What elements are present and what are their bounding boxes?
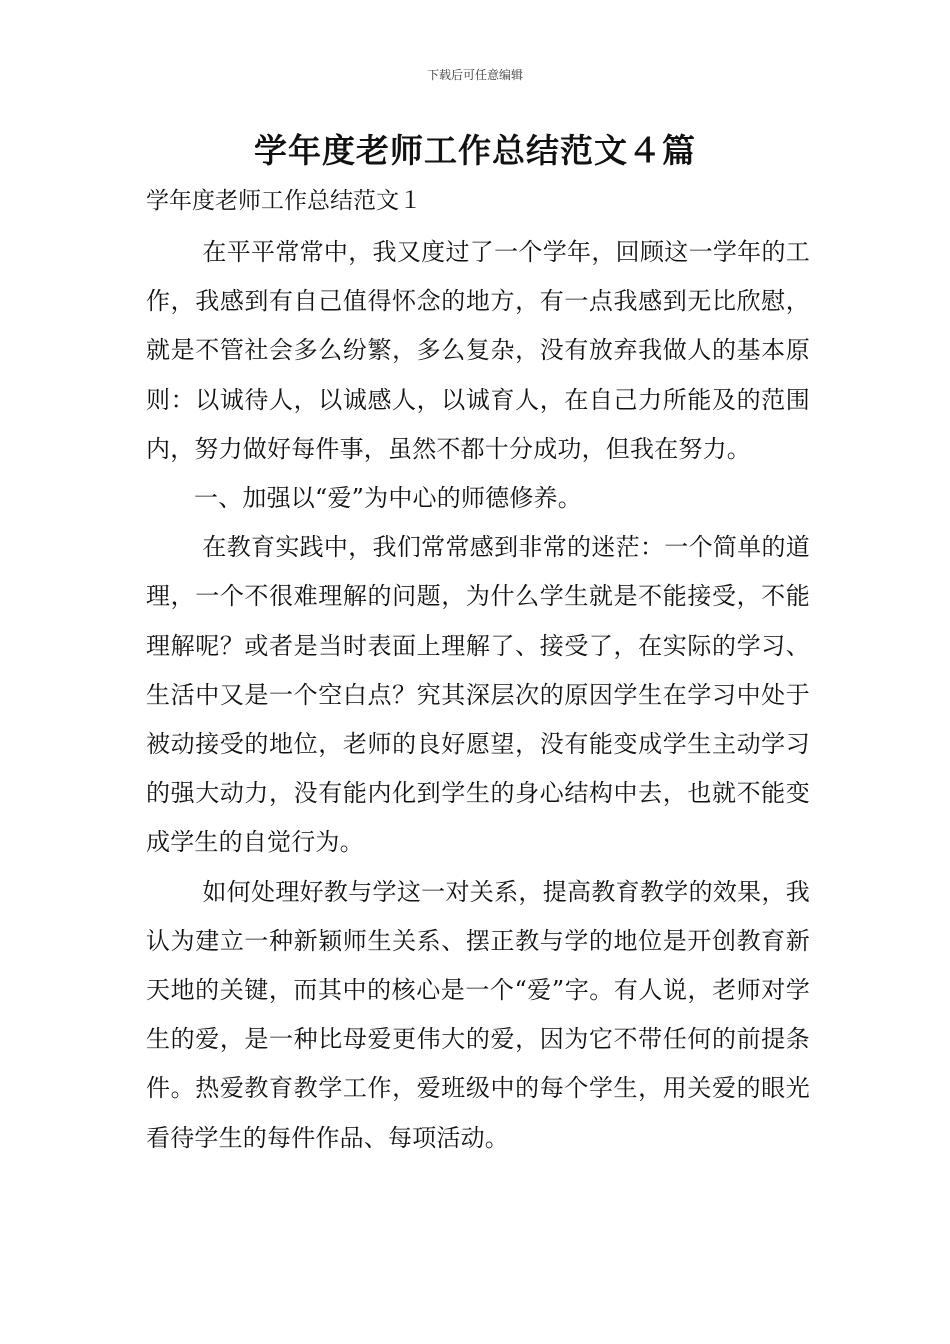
document-body bbox=[146, 228, 810, 1163]
paragraph-2: 在教育实践中，我们常常感到非常的迷茫：一个简单的道理，一个不很难理解的问题，为什么学生就是不能接受，不能理解呢？或者是当时表面上理解了、接受了，在实际的学习、生活中又是一个空白点？究其深层次的原因学生在学习中处于被动接受的地位，老师的良好愿望，没有能变成学生主动学习的强大动力，没有能内化到学生的身心结构中去，也就不能变成学生的自觉行为。 bbox=[146, 533, 810, 857]
section-subtitle: 学年度老师工作总结范文１ bbox=[146, 188, 422, 214]
paragraph-3: 如何处理好教与学这一对关系，提高教育教学的效果，我认为建立一种新颖师生关系、摆正教与学的地位是开创教育新天地的关键，而其中的核心是一个“爱”字。有人说，老师对学生的爱，是一种比母爱更伟大的爱，因为它不带任何的前提条件。热爱教育教学工作，爱班级中的每个学生，用关爱的眼光看待学生的每件作品、每项活动。 bbox=[146, 877, 810, 1152]
paragraph-1: 在平平常常中，我又度过了一个学年，回顾这一学年的工作，我感到有自己值得怀念的地方，有一点我感到无比欣慰，就是不管社会多么纷繁，多么复杂，没有放弃我做人的基本原则：以诚待人，以诚感人，以诚育人，在自己力所能及的范围内，努力做好每件事，虽然不都十分成功，但我在努力。 bbox=[146, 238, 810, 463]
section-heading: 一、加强以“爱”为中心的师德修养。 bbox=[194, 484, 582, 513]
header-note: 下载后可任意编辑 bbox=[426, 68, 523, 82]
document-title: 学年度老师工作总结范文４篇 bbox=[254, 131, 696, 170]
